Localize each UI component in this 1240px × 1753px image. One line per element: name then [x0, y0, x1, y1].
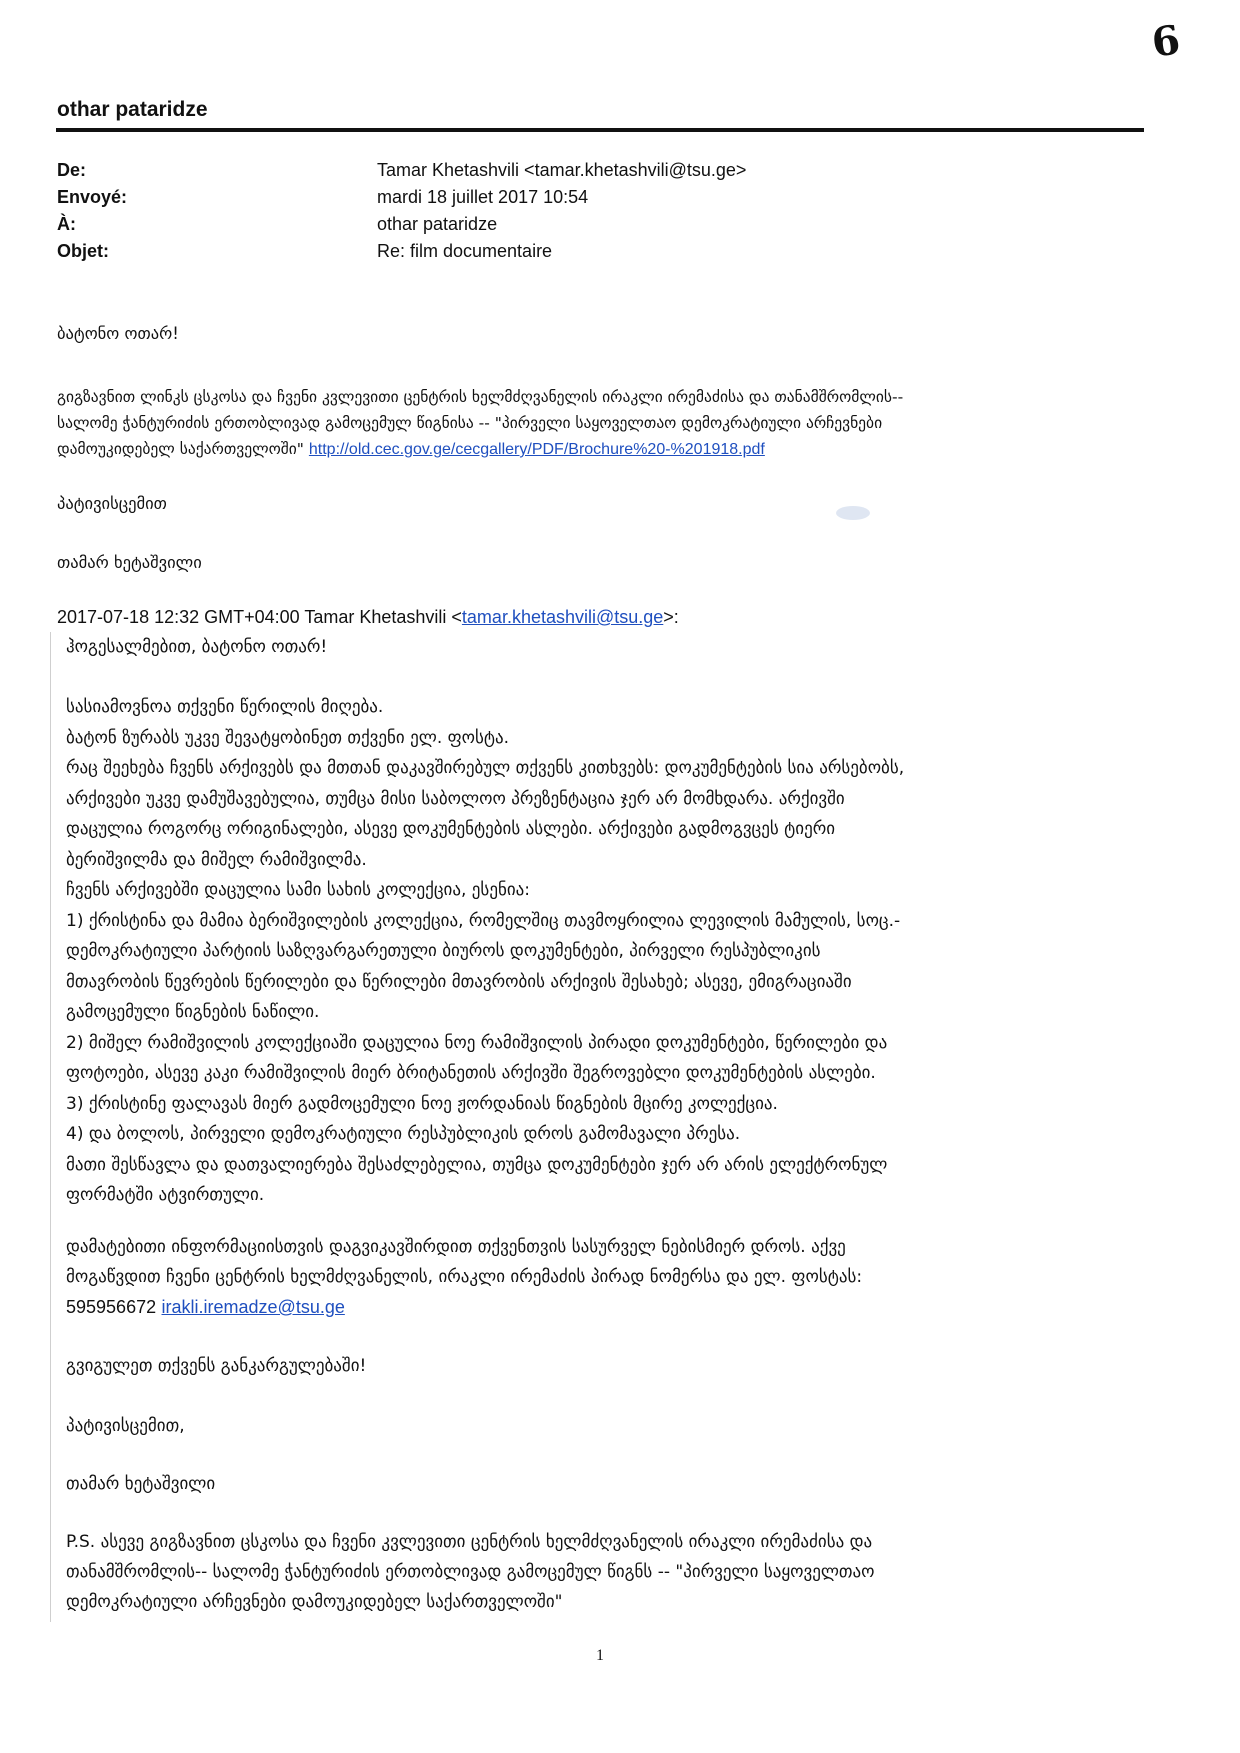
reply-signature: თამარ ხეტაშვილი: [57, 553, 202, 572]
quoted-line: ბატონ ზურაბს უკვე შევატყობინეთ თქვენი ელ. ფოსტა.: [66, 727, 510, 748]
header-label-from: De:: [57, 160, 87, 180]
header-value-from: Tamar Khetashvili <tamar.khetashvili@tsu.ge>: [377, 160, 747, 180]
quoted-line: 4) და ბოლოს, პირველი დემოკრატიული რესპუბლიკის დროს გამომავალი პრესა.: [66, 1124, 741, 1144]
brochure-link[interactable]: http://old.cec.gov.ge/cecgallery/PDF/Brochure%20-%201918.pdf: [308, 441, 765, 458]
reply-body-line: სალომე ჭანტურიძის ერთობლივად გამოცემულ წიგნისა -- "პირველი საყოველთაო დემოკრატიული არჩევნები: [57, 414, 883, 432]
quoted-contact-line: [66, 1292, 862, 1323]
quoted-wish: გვიგულეთ თქვენს განკარგულებაში!: [66, 1356, 367, 1376]
quoted-line: დაცულია როგორც ორიგინალები, ასევე დოკუმენტების ასლები. არქივები გადმოგვცეს ტიერი: [66, 819, 836, 839]
header-label-subject: Objet:: [57, 241, 109, 261]
reply-body: [57, 384, 903, 463]
quoted-line: მათი შესწავლა და დათვალიერება შესაძლებელია, თუმცა დოკუმენტები ჯერ არ არის ელექტრონულ: [66, 1154, 888, 1175]
quoted-line: რაც შეეხება ჩვენს არქივებს და მთთან დაკავშირებულ თქვენს კითხვებს: დოკუმენტების სია არსებობს,: [66, 758, 905, 778]
quoted-paragraph-1: [66, 692, 904, 1211]
contact-phone: 595956672: [66, 1297, 157, 1317]
postscript-line: P.S. ასევე გიგზავნით ცსკოსა და ჩვენი კვლევითი ცენტრის ხელმძღვანელის ირაკლი ირემაძისა და: [66, 1532, 873, 1552]
quoted-postscript: [66, 1527, 875, 1617]
header-value-to: othar pataridze: [377, 214, 498, 234]
quoted-header: [57, 603, 679, 631]
handwritten-page-mark: 6: [1148, 16, 1183, 67]
quoted-line: 1) ქრისტინა და მამია ბერიშვილების კოლექცია, რომელშიც თავმოყრილია ლევილის მამულის, სოც.-: [66, 910, 901, 931]
reply-greeting: ბატონო ოთარ!: [57, 324, 179, 343]
reply-closing: პატივისცემით: [57, 494, 167, 513]
contact-email-link[interactable]: irakli.iremadze@tsu.ge: [161, 1297, 345, 1317]
quoted-line: მოგაწვდით ჩვენი ცენტრის ხელმძღვანელის, ირაკლი ირემაძის პირად ნომერსა და ელ. ფოსტას:: [66, 1267, 863, 1287]
quoted-line: ფოტოები, ასევე კაკი რამიშვილის მიერ ბრიტანეთის არქივში შეგროვებლი დოკუმენტების ასლები.: [66, 1063, 876, 1083]
quote-bar: [50, 632, 51, 1622]
quoted-line: გამოცემული წიგნების ნაწილი.: [66, 1002, 320, 1022]
quoted-line: ფორმატში ატვირთული.: [66, 1185, 265, 1205]
title-divider: [56, 128, 1144, 132]
quoted-line: არქივები უკვე დამუშავებულია, თუმცა მისი საბოლოო პრეზენტაცია ჯერ არ მომხდარა. არქივში: [66, 788, 845, 809]
header-value-subject: Re: film documentaire: [377, 241, 553, 261]
header-label-sent: Envoyé:: [57, 187, 128, 207]
quoted-header-text: 2017-07-18 12:32 GMT+04:00 Tamar Khetashvili <: [57, 607, 462, 627]
quoted-line: 2) მიშელ რამიშვილის კოლექციაში დაცულია ნოე რამიშვილის პირადი დოკუმენტები, წერილები და: [66, 1032, 888, 1053]
quoted-line: 3) ქრისტინე ფალავას მიერ გადმოცემული ნოე ჟორდანიას წიგნების მცირე კოლექცია.: [66, 1093, 778, 1114]
header-label-to: À:: [57, 214, 76, 234]
quoted-line: მთავრობის წევრების წერილები და წერილები მთავრობის არქივის შესახებ; ასევე, ემიგრაციაში: [66, 971, 852, 992]
scan-ink-smudge: [836, 506, 870, 520]
quoted-sender-email[interactable]: tamar.khetashvili@tsu.ge: [461, 607, 664, 627]
postscript-line: თანამშრომლის-- სალომე ჭანტურიძის ერთობლივად გამოცემულ წიგნს -- "პირველი საყოველთაო: [66, 1562, 875, 1582]
page-number: 1: [596, 1647, 604, 1664]
quoted-line: სასიამოვნოა თქვენი წერილის მიღება.: [66, 697, 384, 717]
reply-body-line: გიგზავნით ლინკს ცსკოსა და ჩვენი კვლევითი ცენტრის ხელმძღვანელის ირაკლი ირემაძისა და თანამშრომლის--: [57, 388, 904, 406]
header-value-sent: mardi 18 juillet 2017 10:54: [377, 187, 589, 207]
reply-body-text: დამოუკიდებელ საქართველოში": [57, 440, 304, 458]
reply-body-line: [57, 436, 903, 463]
sender-name-title: othar pataridze: [57, 98, 208, 121]
quoted-header-suffix: >:: [663, 607, 679, 627]
quoted-paragraph-2: [66, 1232, 862, 1323]
quoted-line: ბერიშვილმა და მიშელ რამიშვილმა.: [66, 849, 367, 870]
postscript-line: დემოკრატიული არჩევნები დამოუკიდებელ საქართველოში": [66, 1592, 563, 1612]
quoted-signature: თამარ ხეტაშვილი: [66, 1474, 216, 1494]
quoted-line: ჩვენს არქივებში დაცულია სამი სახის კოლექცია, ესენია:: [66, 880, 530, 900]
quoted-closing: პატივისცემით,: [66, 1416, 185, 1436]
quoted-greeting: ჰოგესალმებით, ბატონო ოთარ!: [66, 637, 328, 657]
quoted-line: დემოკრატიული პარტიის საზღვარგარეთული ბიუროს დოკუმენტები, პირველი რესპუბლიკის: [66, 941, 821, 961]
quoted-line: დამატებითი ინფორმაციისთვის დაგვიკავშირდით თქვენთვის სასურველ ნებისმიერ დროს. აქვე: [66, 1237, 846, 1257]
